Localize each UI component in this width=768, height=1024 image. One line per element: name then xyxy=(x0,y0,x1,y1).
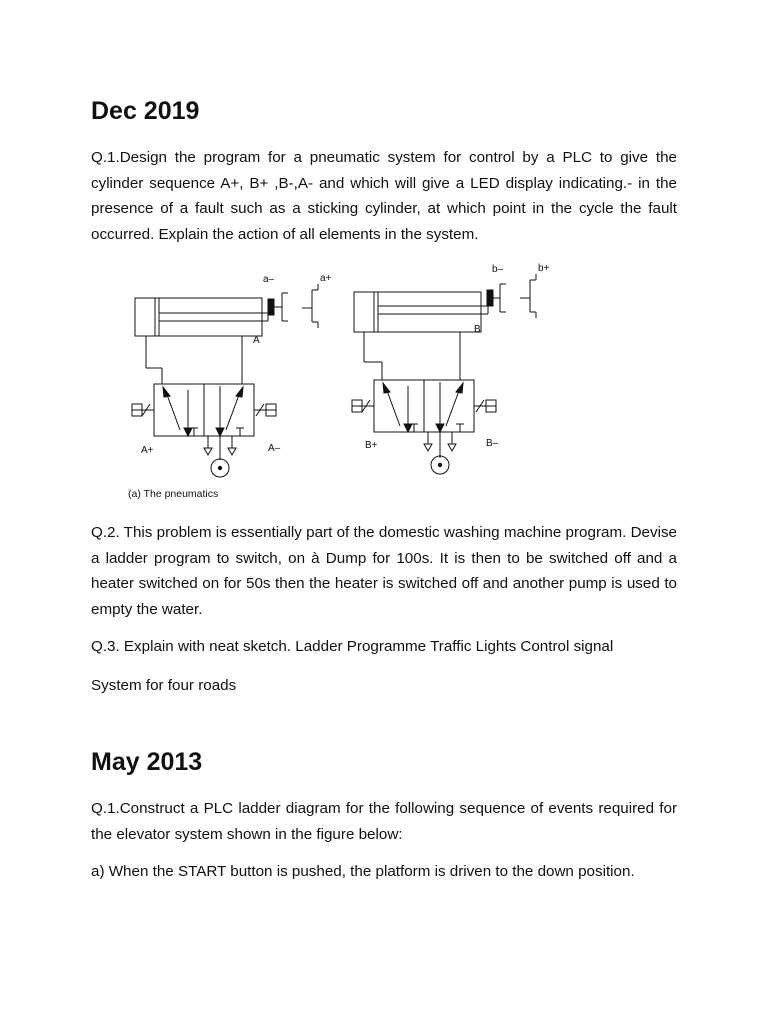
label-solenoid-b-plus: B+ xyxy=(365,440,378,451)
question-may-q1: Q.1.Construct a PLC ladder diagram for the following sequence of events required for the elevator system shown in the figure below: xyxy=(91,800,677,843)
limit-switch-a-minus xyxy=(268,293,288,321)
question-dec-q3-line2: System for four roads xyxy=(91,677,237,694)
question-dec-q2: Q.2. This problem is essentially part of the domestic washing machine program. Devise a ladder program to switch, on à Dump for 100s. It is then to be switched off and a heater switched on for 50s then the heater is switched off and another pump is used to empty the water. xyxy=(91,524,677,618)
compressor-b xyxy=(431,456,449,474)
limit-switch-a-plus xyxy=(302,284,318,328)
air-lines-b xyxy=(364,332,460,380)
pneumatics-figure-right-part xyxy=(486,258,560,458)
label-switch-a-minus: a– xyxy=(263,274,275,285)
label-cylinder-a: A xyxy=(253,335,260,346)
heading-dec-2019: Dec 2019 xyxy=(91,97,200,125)
heading-may-2013: May 2013 xyxy=(91,748,203,776)
cylinder-b xyxy=(354,292,488,332)
label-cylinder-b: B xyxy=(474,324,481,335)
label-solenoid-b-minus: B– xyxy=(486,438,499,449)
cylinder-b-system xyxy=(352,264,506,474)
limit-switch-b-plus xyxy=(520,274,536,318)
label-solenoid-a-plus: A+ xyxy=(141,445,154,456)
cylinder-a xyxy=(135,298,268,336)
figure-caption: (a) The pneumatics xyxy=(128,488,219,500)
valve-a xyxy=(132,384,276,460)
pneumatics-figure xyxy=(120,258,504,508)
compressor-a xyxy=(211,459,229,477)
question-dec-q1: Q.1.Design the program for a pneumatic system for control by a PLC to give the cylinder sequence A+, B+ ,B-,A- and which will give a LED display indicating.- in the presence of a fault such as a sticking cylinder, at which point in the cycle the fault occurred. Explain the action of all elements in the system. xyxy=(91,149,677,243)
label-switch-b-minus: b– xyxy=(492,264,504,275)
question-may-qa: a) When the START button is pushed, the platform is driven to the down position. xyxy=(91,863,635,880)
air-lines-a xyxy=(146,336,242,384)
label-switch-a-plus: a+ xyxy=(320,273,332,284)
cylinder-a-system xyxy=(132,273,332,477)
label-switch-b-plus: b+ xyxy=(538,263,550,274)
label-solenoid-a-minus: A– xyxy=(268,443,281,454)
question-dec-q3-line1: Q.3. Explain with neat sketch. Ladder Programme Traffic Lights Control signal xyxy=(91,638,614,655)
